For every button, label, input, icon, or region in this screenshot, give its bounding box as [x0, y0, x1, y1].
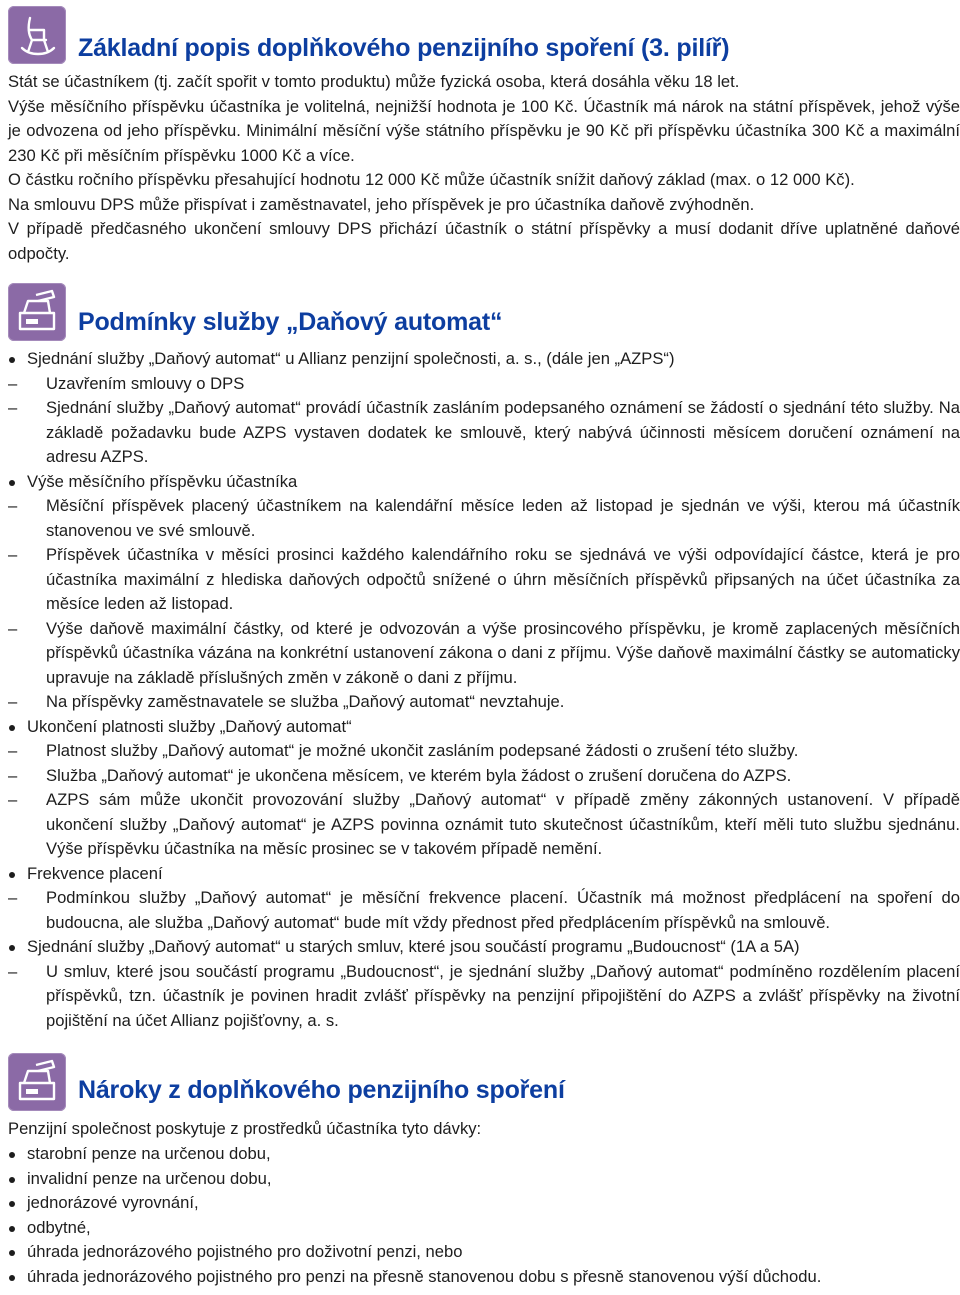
sub-list	[8, 372, 960, 470]
list-item: odbytné,	[8, 1216, 960, 1241]
rocking-chair-icon	[8, 6, 66, 64]
sub-list-item: – Platnost služby „Daňový automat“ je možné ukončit zasláním podepsané žádosti o zrušení této služby.	[8, 739, 960, 764]
sub-list-item: – Podmínkou služby „Daňový automat“ je měsíční frekvence placení. Účastník má možnost předplácení na spoření do budoucna, ale služba „Daňový automat“ bude mít vždy přednost před předplácením příspěvků na smlouvě.	[8, 886, 960, 935]
paragraph: Stát se účastníkem (tj. začít spořit v tomto produktu) může fyzická osoba, která dosáhla věku 18 let.	[8, 72, 740, 91]
list-item: starobní penze na určenou dobu,	[8, 1142, 960, 1167]
list-item	[8, 715, 960, 862]
list-item: jednorázové vyrovnání,	[8, 1191, 960, 1216]
sub-list-item: – Příspěvek účastníka v měsíci prosinci každého kalendářního roku se sjednává ve výši odpovídající částce, která je pro účastníka maximální z hlediska daňových odpočtů snížené o úhrn měsíčních příspěvků připsaných na účet účastníka za měsíce leden až listopad.	[8, 543, 960, 617]
section-body	[8, 70, 960, 266]
paragraph: V případě předčasného ukončení smlouvy DPS přichází účastník o státní příspěvky a musí dodanit dříve uplatněné daňové odpočty.	[8, 219, 960, 263]
sub-list-item: – Měsíční příspěvek placený účastníkem na kalendářní měsíce leden až listopad je sjednán ve výši, kterou má účastník stanovenou ve své smlouvě.	[8, 494, 960, 543]
claims-list	[8, 1142, 960, 1289]
list-item	[8, 470, 960, 715]
sub-list-item: – Na příspěvky zaměstnavatele se služba „Daňový automat“ nevztahuje.	[8, 690, 960, 715]
paragraph: Na smlouvu DPS může přispívat i zaměstnavatel, jeho příspěvek je pro účastníka daňově zvýhodněn.	[8, 194, 755, 214]
paragraph: O částku ročního příspěvku přesahující hodnotu 12 000 Kč může účastník snížit daňový základ (max. o 12 000 Kč).	[8, 170, 855, 189]
list-item-label: Sjednání služby „Daňový automat“ u Allianz penzijní společnosti, a. s., (dále jen „AZPS“)	[27, 349, 675, 368]
section-basic-description	[0, 6, 960, 263]
list-item-label: Frekvence placení	[27, 863, 163, 883]
cash-register-icon	[8, 283, 66, 341]
sub-list-item: – Uzavřením smlouvy o DPS	[8, 372, 960, 397]
section-header	[0, 283, 960, 341]
sub-list-item: – Služba „Daňový automat“ je ukončena měsícem, ve kterém byla žádost o zrušení doručena do AZPS.	[8, 764, 960, 789]
cash-register-icon	[8, 1053, 66, 1111]
section-title: Nároky z doplňkového penzijního spoření	[78, 1076, 565, 1104]
sub-list-item: – Sjednání služby „Daňový automat“ provádí účastník zasláním podepsaného oznámení se žádostí o sjednání této služby. Na základě požadavku bude AZPS vystaven dodatek ke smlouvě, který nabývá účinnosti měsícem doručení oznámení na adresu AZPS.	[8, 396, 960, 470]
list-item	[8, 347, 960, 470]
sub-list	[8, 494, 960, 715]
section-title: Základní popis doplňkového penzijního spoření (3. pilíř)	[78, 34, 730, 62]
conditions-list	[8, 347, 960, 1033]
list-item: úhrada jednorázového pojistného pro doživotní penzi, nebo	[8, 1240, 960, 1265]
section-intro	[8, 1117, 960, 1142]
list-item: invalidní penze na určenou dobu,	[8, 1167, 960, 1192]
intro-text: Penzijní společnost poskytuje z prostředků účastníka tyto dávky:	[8, 1119, 482, 1138]
sub-list	[8, 886, 960, 935]
paragraph: Výše měsíčního příspěvku účastníka je volitelná, nejnižší hodnota je 100 Kč. Účastník má nárok na státní příspěvek, jehož výše je odvozena od jeho příspěvku. Minimální měsíční výše státního příspěvku je 90 Kč při příspěvku účastníka 300 Kč a maximální 230 Kč při měsíčním příspěvku 1000 Kč a více.	[8, 96, 960, 165]
list-item	[8, 862, 960, 936]
section-header	[0, 6, 960, 64]
section-pension-claims	[0, 1053, 960, 1286]
sub-list-item: – Výše daňově maximální částky, od které je odvozován a výše prosincového příspěvku, je kromě zaplacených měsíčních příspěvků účastníka vázána na konkrétní ustanovení zákona o dani z příjmu. Výše daňově maximální částky se automaticky upravuje na základě příslušných změn v zákoně o dani z příjmu.	[8, 617, 960, 691]
list-item-label: Sjednání služby „Daňový automat“ u starých smluv, které jsou součástí programu „Budoucnost“ (1A a 5A)	[27, 937, 800, 956]
section-tax-automat-conditions	[0, 283, 960, 1030]
sub-list	[8, 739, 960, 862]
sub-list	[8, 960, 960, 1034]
list-item-label: Výše měsíčního příspěvku účastníka	[27, 471, 298, 491]
list-item-label: Ukončení platnosti služby „Daňový automat“	[27, 716, 352, 736]
section-header	[0, 1053, 960, 1111]
list-item: úhrada jednorázového pojistného pro penzi na přesně stanovenou dobu s přesně stanovenou výší důchodu.	[8, 1265, 960, 1290]
sub-list-item: – U smluv, které jsou součástí programu „Budoucnost“, je sjednání služby „Daňový automat“ podmíněno rozdělením placení příspěvků, tzn. účastník je povinen hradit zvlášť příspěvky na penzijní připojištění do AZPS a zvlášť příspěvky na životní pojištění na účet Allianz pojišťovny, a. s.	[8, 960, 960, 1034]
section-title: Podmínky služby „Daňový automat“	[78, 308, 503, 336]
list-item	[8, 935, 960, 1033]
sub-list-item: – AZPS sám může ukončit provozování služby „Daňový automat“ v případě změny zákonných ustanovení. V případě ukončení služby „Daňový automat“ je AZPS povinna oznámit tuto skutečnost účastníkům, kteří měli tuto službu sjednánu. Výše příspěvku účastníka na měsíc prosinec se v takovém případě nemění.	[8, 788, 960, 862]
